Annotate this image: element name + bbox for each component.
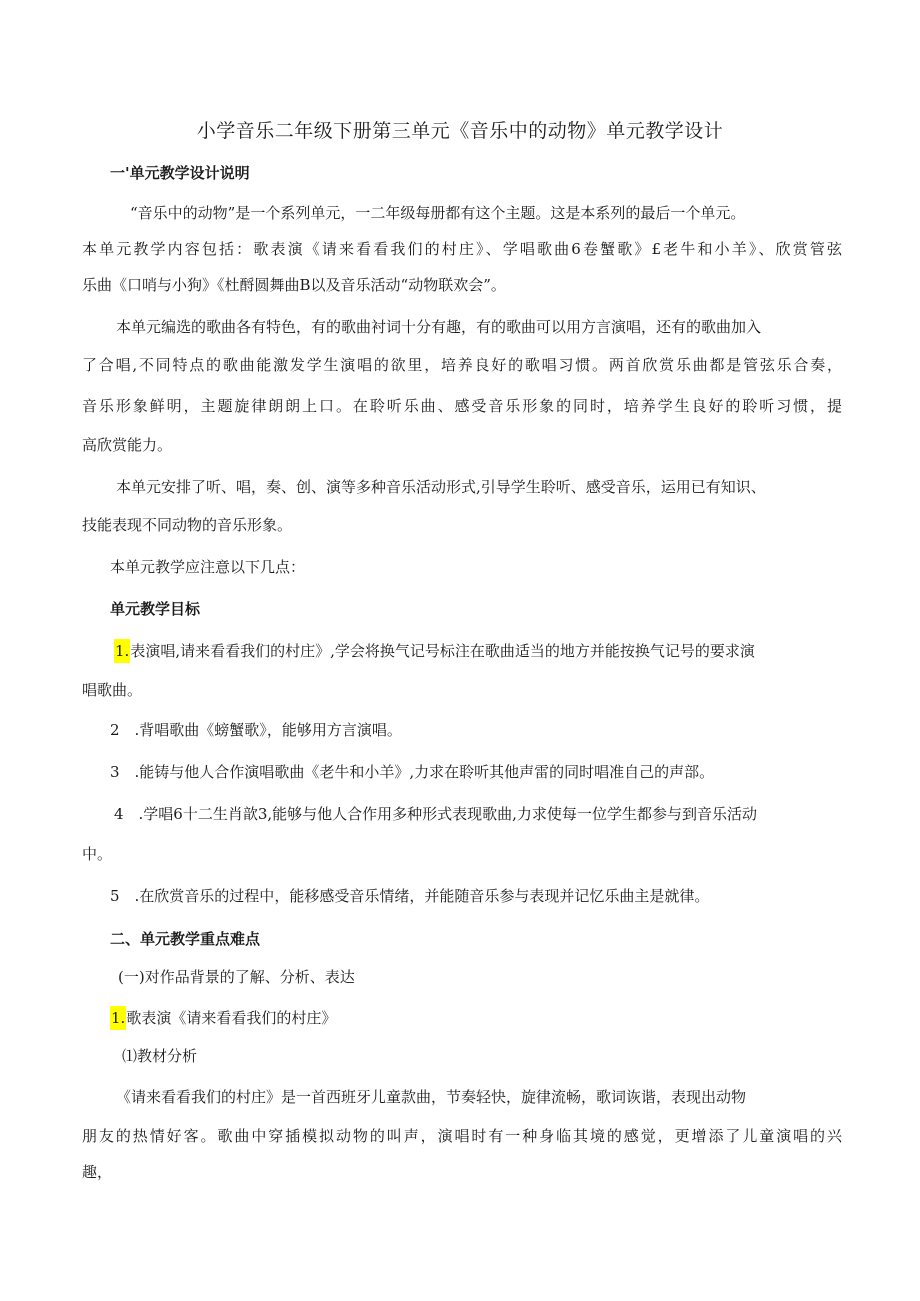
goal-1-line-2: 唱歌曲。 bbox=[82, 681, 143, 699]
section-heading-2: 二、单元教学重点难点 bbox=[110, 930, 261, 948]
paragraph-1-line-3: 乐曲《口哨与小狗》《杜酹圆舞曲B以及音乐活动“动物联欢会”。 bbox=[82, 276, 506, 294]
paragraph-5-line-1: 《请来看看我们的村庄》是一首西班牙儿童款曲，节奏轻快，旋律流畅，歌词诙谐，表现出动物 bbox=[116, 1088, 747, 1106]
paragraph-5-line-3: 趣， bbox=[82, 1163, 113, 1181]
paragraph-3-line-2: 技能表现不同动物的音乐形象。 bbox=[82, 516, 293, 534]
paragraph-2-line-4: 高欣赏能力。 bbox=[82, 436, 173, 454]
highlighted-number: 1. bbox=[110, 1006, 126, 1030]
paragraph-2-line-1: 本单元编选的歌曲各有特色，有的歌曲衬词十分有趣，有的歌曲可以用方言演唱，还有的歌曲加入 bbox=[116, 318, 762, 336]
goal-5: 5 .在欣赏音乐的过程中，能移感受音乐情绪，并能随音乐参与表现并记忆乐曲主是就律。 bbox=[110, 887, 710, 905]
paragraph-1-line-1: “音乐中的动物”是一个系列单元，一二年级每册都有这个主题。这是本系列的最后一个单元。 bbox=[130, 204, 746, 222]
section-heading-1: 一'单元教学设计说明 bbox=[110, 164, 250, 182]
highlighted-number: 1. bbox=[114, 639, 130, 663]
goal-2: 2 .背唱歌曲《螃蟹歌》，能够用方言演唱。 bbox=[110, 721, 402, 739]
goal-1-line-1 bbox=[114, 639, 755, 663]
goal-4-line-2: 中。 bbox=[82, 845, 113, 863]
paragraph-4: 本单元教学应注意以下几点： bbox=[110, 558, 306, 576]
document-title: 小学音乐二年级下册第三单元《音乐中的动物》单元教学设计 bbox=[196, 120, 724, 142]
paragraph-2-line-2: 了合唱,不同特点的歌曲能激发学生演唱的欲里，培养良好的歌唱习惯。两首欣赏乐曲都是管弦乐合奏， bbox=[82, 356, 842, 374]
goal-3: 3 .能铸与他人合作演唱歌曲《老牛和小羊》,力求在聆听其他声雷的同时唱准自己的声部。 bbox=[110, 763, 715, 781]
goals-heading: 单元教学目标 bbox=[110, 600, 201, 618]
paragraph-2-line-3: 音乐形象鲜明，主题旋律朗朗上口。在聆听乐曲、感受音乐形象的同时，培养学生良好的聆听习惯，提 bbox=[82, 397, 842, 415]
paragraph-1-line-2: 本单元教学内容包括：歌表演《请来看看我们的村庄》、学唱歌曲6卷蟹歌》£老牛和小羊》、欣赏管弦 bbox=[82, 240, 842, 258]
item-1 bbox=[110, 1006, 336, 1030]
goal-1-text: 表演唱,请来看看我们的村庄》,学会将换气记号标注在歌曲适当的地方并能按换气记号的要求演 bbox=[130, 642, 755, 660]
subsection-1: (一)对作品背景的了解、分析、表达 bbox=[118, 968, 355, 986]
item-1-text: 歌表演《请来看看我们的村庄》 bbox=[126, 1009, 337, 1027]
paragraph-5-line-2: 朋友的热情好客。歌曲中穿插模拟动物的叫声，演唱时有一种身临其境的感觉，更增添了儿童演唱的兴 bbox=[82, 1127, 842, 1145]
goal-4-line-1: 4 .学唱6十二生肖歆3,能够与他人合作用多种形式表现歌曲,力求使每一位学生都参与到音乐活动 bbox=[114, 805, 757, 823]
paragraph-3-line-1: 本单元安排了听、唱，奏、创、演等多种音乐活动形式,引导学生聆听、感受音乐，运用已有知识、 bbox=[116, 478, 766, 496]
sub-item: ⑴教材分析 bbox=[122, 1047, 198, 1065]
